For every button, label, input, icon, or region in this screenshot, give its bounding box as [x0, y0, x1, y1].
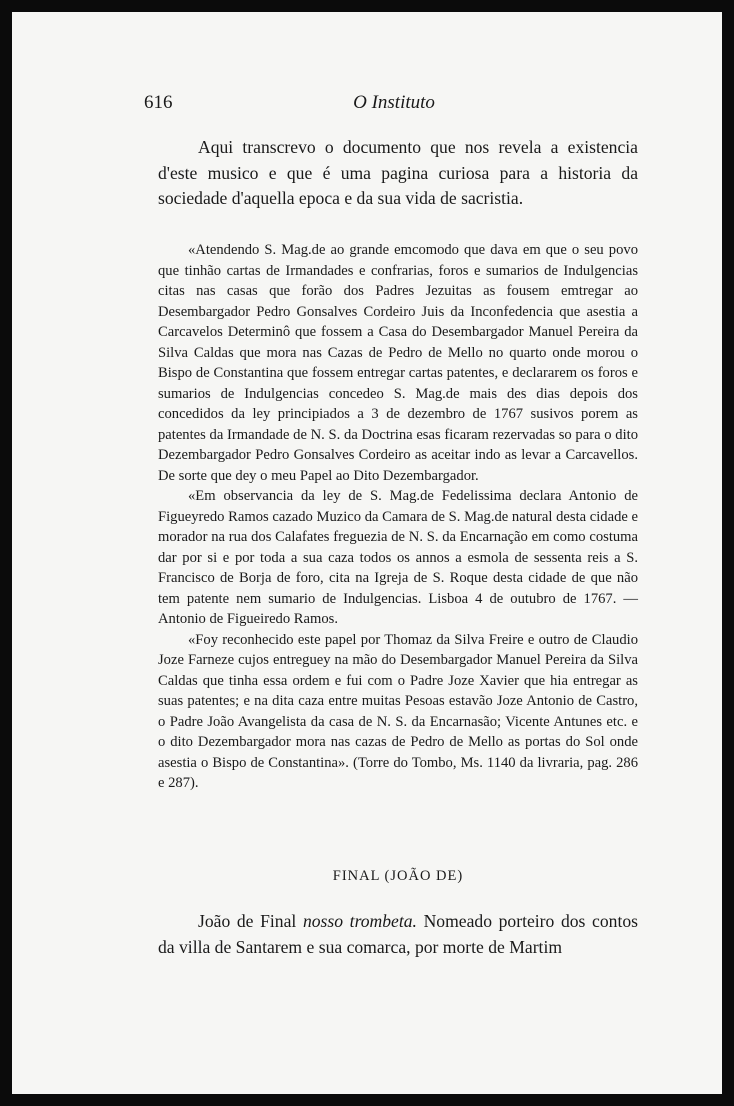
- quote-paragraph-1: «Atendendo S. Mag.de ao grande emcomodo que dava em que o seu povo que tinhão cartas de Irmandades e confrarias, foros e sumarios de Indulgencias citas nas casas que forão dos Padres Jezuitas as fousem emtregar ao Desembargador Pedro Gonsalves Cordeiro Juis da Inconfedencia que asestia a Carcavelos Determinô que fossem a Casa do Desembargador Manuel Pereira da Silva Caldas que mora nas Cazas de Pedro de Mello no quarto onde morou o Bispo de Constantina que fossem entregar cartas patentes, e declararem os foros e sumarios de Indulgencias concedeo S. Mag.de mais des dias depois dos concedidos da ley principiados a 3 de dezembro de 1767 susivos porem as patentes da Irmandade de N. S. da Doctrina esas ficaram rezervadas so para o dito Dezembargador Pedro Gonsalves Cordeiro as aceitar indo as levar a Carcavellos. De sorte que dey o meu Papel ao Dito Dezembargador.: [158, 242, 638, 484]
- entry-paragraph: [158, 909, 638, 960]
- book-page: [12, 12, 722, 1094]
- intro-paragraph: Aqui transcrevo o documento que nos revela a existencia d'este musico e que é uma pagina curiosa para a historia da sociedade d'aquella epoca e da sua vida de sacristia.: [158, 137, 638, 208]
- page-number: 616: [144, 92, 173, 113]
- quoted-document: [158, 240, 638, 794]
- quote-paragraph-2: «Em observancia da ley de S. Mag.de Fedelissima declara Antonio de Figueyredo Ramos cazado Muzico da Camara de S. Mag.de natural desta cidade e morador na rua dos Calafates freguezia de N. S. da Encarnação em como costuma dar por si e por toda a sua caza todos os annos a esmola de sessenta reis a S. Francisco de Borja de foro, cita na Igreja de S. Roque desta cidade de que não tem patente nem sumario de Indulgencias. Lisboa 4 de outubro de 1767. — Antonio de Figueiredo Ramos.: [158, 488, 638, 627]
- entry-text: Nomeado porteiro dos contos da villa de Santarem e sua comarca, por morte de Martim: [158, 911, 638, 957]
- quote-paragraph-3: «Foy reconhecido este papel por Thomaz da Silva Freire e outro de Claudio Joze Farneze cujos entreguey na mão do Desembargador Manuel Pereira da Silva Caldas que tinha essa ordem e fui com o Padre Joze Xavier que hia entregar as suas patentes; e na dita caza entre muitas Pesoas estavão Joze Antonio de Castro, o Padre João Avangelista da casa de N. S. da Encarnasão; Vicente Antunes etc. e o dito Dezembargador mora nas cazas de Pedro de Mello as portas do Sol onde asestia o Bispo de Constantina». (Torre do Tombo, Ms. 1140 da livraria, pag. 286 e 287).: [158, 631, 638, 791]
- journal-title: O Instituto: [353, 92, 435, 113]
- entry-name: João de Final: [198, 911, 297, 931]
- section-heading: FINAL (JOÃO DE): [332, 868, 464, 884]
- entry-epithet: nosso trombeta.: [302, 911, 417, 931]
- running-head: [144, 92, 644, 116]
